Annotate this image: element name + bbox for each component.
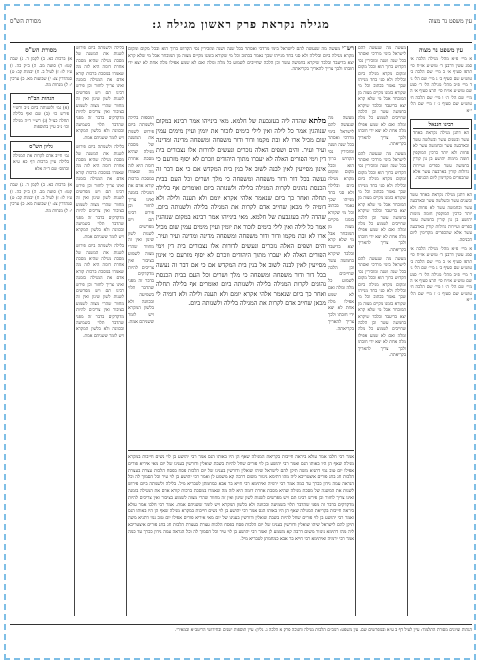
gemara-text-cont: שהדה ליה בעזגבעת של חלמא. מאי בינייהו אמר רבינא במקום שנוהגין אמר כל לילה ואין לילי כימים לזכור את יומין ועיין מימים עמין שום מכיל ארו לא ובת מקמו ודור ודור משפחה ומשפחה מדינה ומדינה ועיר ועיר. והים ושפים האלה נזכרים ונעשים לדורות אלו נצבורים בית דין וימי הפורים האלה לא יעברו מתוך היהודים וזכרם לא יסוף מזרעם כי אינון מסייעין לאין לבנה לשוב אל בנין בית המקדש אם כי אם דבר זה נעשה בכל דור ודור משפחה ומשפחה כי מלך ושרים וכל העם בבית הכנסת נהוגים לקרות המגילה בלילה ולשנותה ביום ואומרים אף בלילה תחלה ואחר כך ביום שנאמר אלהי אקרא יומם ולא תענה ולילה ולא דומיה לי מכאן שחייב אדם לקרות את המגילה בלילה ולשנותה ביום. (156, 213, 326, 308)
margin-right-text-cont: הא דתנן מגילה נקראת באחד עשר ובשנים עשר ובשלשה עשר ובארבעה עשר ובחמשה עשר לא פחות ולא יותר כרכין המוקפין חומה מימות יהושע בן נון קורין בחמשה עשר כפרים ועיירות גדולות קורין בארבעה עשר אלא שהכפרים מקדימין ליום הכניסה. (410, 192, 472, 243)
page-header (10, 16, 472, 43)
hagahot-title: הגהות הב"ח (13, 96, 69, 103)
column-rule (74, 46, 75, 616)
top-border (4, 4, 476, 6)
page-footer (10, 624, 472, 652)
hagahot-box (10, 93, 72, 137)
page-title: מגילה נקראת פרק ראשון מגילה ג: (152, 18, 330, 31)
rashi-top (128, 46, 354, 112)
column-rule (407, 46, 408, 616)
tosafot-outer-text: בלילה ולשנותה ביום פירוש לשנות את המשנה של מסכת מגילה שהיא מסכת אחרת דומה היא לזה מה שאמרו במסכת ברכות קורא אדם את המגילה בזמנה ואינו צריך לחזור וכן פירש רבינו תם ויש מפרשים לשנות לשון שינון ואין זה מחוור שהרי מצוה לשמוע בציבור ואין צריכים להיות מדקדקים בדבר זה מפני שהדבר תלוי בשמיעה ובכוונה ולא בלשון המקרא ויש לומר ששניהם אמת. (76, 46, 124, 141)
right-border (474, 4, 476, 660)
column-rule (355, 46, 356, 616)
gilyon-text: גמ׳ חייב אדם לקרות את המגילה בלילה עיין ברכות דף כא ע״א ובתוס׳ שם ד״ה אלא (13, 153, 69, 172)
rashi-title: רש"י (342, 46, 354, 52)
margin-left-column (10, 46, 72, 616)
header-left-label: מסורת הש"ס (10, 18, 41, 25)
gemara-text-block (156, 116, 326, 309)
rabbenu-chananel-box (410, 119, 472, 189)
margin-left-text: א) ברכות כא. ב) לקמן ד. ג) שבת קטו: ד) סוטה מב. ה) ב״ק כה. ו) ע״ז לו: ז) לעיל ב. ח) יבמות קב: ט) סנהדרין צג: י) שבועות מא. כ) ערכין י: ל) מנחות מה. (10, 57, 72, 89)
gemara-bottom-text-2: בלילה ולשנותה ביום פירוש לשנות את המשנה של מסכת מגילה שהיא מסכת אחרת דומה היא לזה מה שאמרו במסכת ברכות קורא אדם את המגילה בזמנה ואינו צריך לחזור וכן פירש רבינו תם ויש מפרשים לשנות לשון שינון ואין זה מחוור שהרי מצוה לשמוע בציבור ואין צריכים להיות מדקדקים בדבר זה מפני שהדבר תלוי בשמיעה ובכוונה ולא בלשון המקרא ויש לומר ששניהם אמת. (128, 482, 354, 508)
margin-right-column (410, 46, 472, 616)
tosafot-title: תוספות (141, 116, 154, 121)
rabbenu-chananel-title: רבינו חננאל (413, 122, 469, 129)
tosafot-side-text: בלילה ולשנותה ביום פירוש לשנות את המשנה של מסכת מגילה שהיא מסכת אחרת דומה היא לזה מה שאמרו במסכת ברכות קורא אדם את המגילה בזמנה ואינו צריך לחזור וכן פירש רבינו תם ויש מפרשים לשנות לשון שינון ואין זה מחוור שהרי מצוה לשמוע בציבור ואין צריכים להיות מדקדקים בדבר זה מפני שהדבר תלוי בשמיעה ובכוונה ולא בלשון המקרא ויש לומר ששניהם אמת. (128, 116, 154, 325)
header-right-label: עין משפט נר מצוה (428, 18, 472, 25)
rashi-top-text: מעשה מה שנעשה להם לישראל בימי מרדכי ואסתר בכל שנה ושנה ומזכירין נסי הקדוש ברוך הוא ובכל מקום ומקום מקרא מגילה ביום ובלילה ולא סגי בחד מנייהו שכך נאמר בכתוב וכל מי שקורא בזמנו מקיים מצוה מן המובחר אבל מי שלא קרא יצא בדיעבד ובלבד שיקרא בחמשה עשר וכן הלכה שחייבים לשמוע כל מלה ומלה ואם לא שמע אפילו מלה אחת לא יצא ידי חובתו ולכך צריך להאריך בקריאתה. (128, 47, 354, 73)
rashi-outer-text-3: מעשה מה שנעשה להם לישראל בימי מרדכי ואסתר בכל שנה ושנה ומזכירין נסי הקדוש ברוך הוא ובכל מקום ומקום מקרא מגילה ביום ובלילה ולא סגי בחד מנייהו שכך נאמר בכתוב וכל מי שקורא בזמנו מקיים מצוה מן המובחר אבל מי שלא קרא יצא בדיעבד ובלבד שיקרא בחמשה עשר וכן הלכה שחייבים לשמוע כל מלה ומלה ואם לא שמע אפילו מלה אחת לא יצא ידי חובתו ולכך צריך להאריך בקריאתה. (358, 257, 406, 359)
tosafot-outer-text-3: בלילה ולשנותה ביום פירוש לשנות את המשנה של מסכת מגילה שהיא מסכת אחרת דומה היא לזה מה שאמרו במסכת ברכות קורא אדם את המגילה בזמנה ואינו צריך לחזור וכן פירש רבינו תם ויש מפרשים לשנות לשון שינון ואין זה מחוור שהרי מצוה לשמוע בציבור ואין צריכים להיות מדקדקים בדבר זה מפני שהדבר תלוי בשמיעה ובכוונה ולא בלשון המקרא ויש לומר ששניהם אמת. (76, 244, 124, 339)
gemara-bottom-text: אמר רבי חלבו אמר עולא ביראה חייבות בקריאת המגילה שאף הן היו באותו הנס אמר רבי יהושע בן לוי נשים חייבות במקרא מגילה שאף הן היו באותו הנס ואמר רבי יהושע בן לוי פורים שחל להיות בשבת שואלין ודורשין בענינו של יום מאי איריא פורים אפילו יום טוב נמי דתניא משה תיקן להם לישראל שיהו שואלין ודורשין בענינו של יום הלכות פסח בפסח הלכות עצרת בעצרת הלכות חג בחג פורים איצטריכא ליה מהו דתימא ניגזור משום דרבה קא משמע לן ואמר רבי יהושע בן לוי עיר וכל הסמוך לה וכל הנראה עמה נידון ככרך עד כמה אמר רבי ירמיה ואיתימא רבי חייא בר אבא כמחמתן לטבריא מיל. (128, 455, 354, 488)
gemara-block (128, 46, 354, 444)
gemara-bottom-text-3: אמר רבי חלבו אמר עולא ביראה חייבות בקריאת המגילה שאף הן היו באותו הנס אמר רבי יהושע בן לוי נשים חייבות במקרא מגילה שאף הן היו באותו הנס ואמר רבי יהושע בן לוי פורים שחל להיות בשבת שואלין ודורשין בענינו של יום מאי איריא פורים אפילו יום טוב נמי דתניא משה תיקן להם לישראל שיהו שואלין ודורשין בענינו של יום הלכות פסח בפסח הלכות עצרת בעצרת הלכות חג בחג פורים איצטריכא ליה מהו דתימא ניגזור משום דרבה קא משמע לן ואמר רבי יהושע בן לוי עיר וכל הסמוך לה וכל הנראה עמה נידון ככרך עד כמה אמר רבי ירמיה ואיתימא רבי חייא בר אבא כמחמתן לטבריא מיל. (128, 502, 354, 542)
rashi-outer-text: מעשה מה שנעשה להם לישראל בימי מרדכי ואסתר בכל שנה ושנה ומזכירין נסי הקדוש ברוך הוא ובכל מקום ומקום מקרא מגילה ביום ובלילה ולא סגי בחד מנייהו שכך נאמר בכתוב וכל מי שקורא בזמנו מקיים מצוה מן המובחר אבל מי שלא קרא יצא בדיעבד ובלבד שיקרא בחמשה עשר וכן הלכה שחייבים לשמוע כל מלה ומלה ואם לא שמע אפילו מלה אחת לא יצא ידי חובתו ולכך צריך להאריך בקריאתה. (358, 46, 406, 148)
column-rule (126, 46, 127, 616)
margin-left-title: מסורת הש"ס (25, 47, 57, 54)
gemara-lead-word: מלתא (308, 116, 327, 125)
bottom-border (4, 658, 476, 660)
gilyon-box (10, 141, 72, 179)
tosafot-outer-column (76, 46, 124, 616)
talmud-page (10, 12, 472, 652)
margin-right-text: א מיי׳ פ״א מהל׳ מגילה הלכה א׳ סמג עשין דרבנן ד׳ טוש״ע או״ח סי׳ תרפז סעיף א׳ ב מיי׳ שם הלכה ב׳ טוש״ע שם סעיף ב׳ ג מיי׳ שם הל׳ ג׳ ד מיי׳ פ״ב מהל׳ מגילה הל׳ ד׳ סמג שם טוש״ע או״ח סי׳ תרצ סעיף א׳ ה מיי׳ שם הל׳ ה׳ ו מיי׳ שם הלכה ח׳ טוש״ע שם סעיף ג׳ ז מיי׳ שם הל׳ י״א (410, 57, 472, 114)
tosafot-outer-text-2: בלילה ולשנותה ביום פירוש לשנות את המשנה של מסכת מגילה שהיא מסכת אחרת דומה היא לזה מה שאמרו במסכת ברכות קורא אדם את המגילה בזמנה ואינו צריך לחזור וכן פירש רבינו תם ויש מפרשים לשנות לשון שינון ואין זה מחוור שהרי מצוה לשמוע בציבור ואין צריכים להיות מדקדקים בדבר זה מפני שהדבר תלוי בשמיעה ובכוונה ולא בלשון המקרא ויש לומר ששניהם אמת. (76, 145, 124, 240)
gemara-text: שהדה ליה בעזגבעת של חלמא. מאי בינייהו אמר רבינא במקום שנוהגין אמר כל לילה ואין לילי כימים לזכור את יומין ועיין מימים עמין שום מכיל ארו לא ובת מקמו ודור ודור משפחה ומשפחה מדינה ומדינה ועיר ועיר. והים ושפים האלה נזכרים ונעשים לדורות אלו נצבורים בית דין וימי הפורים האלה לא יעברו מתוך היהודים וזכרם לא יסוף מזרעם כי אינון מסייעין לאין לבנה לשוב אל בנין בית המקדש אם כי אם דבר זה נעשה בכל דור ודור משפחה ומשפחה כי מלך ושרים וכל העם בבית הכנסת נהוגים לקרות המגילה בלילה ולשנותה ביום ואומרים אף בלילה תחלה ואחר כך ביום שנאמר אלהי אקרא יומם ולא תענה ולילה ולא דומיה לי מכאן שחייב אדם לקרות את המגילה בלילה ולשנותה ביום. (156, 118, 326, 212)
rabbenu-chananel-text: הא דתנן מגילה נקראת באחד עשר ובשנים עשר ובשלשה עשר ובארבעה עשר ובחמשה עשר לא פחות ולא יותר כרכין המוקפין חומה מימות יהושע בן נון קורין בחמשה עשר כפרים ועיירות גדולות קורין בארבעה עשר אלא שהכפרים מקדימין ליום הכניסה. (413, 131, 469, 182)
rashi-side (328, 116, 354, 444)
footer-text: הגהות וציונים מסורת התלמוד: עיין לעיל דף ב ע״א ובמפרשים שם. עין משפט: רמב״ם הלכות מגילה וחנוכה פרק א הלכה ג. גליון: עיין תוספות ישנים ובחידושי הריטב״א ובמאירי. (174, 628, 472, 633)
gilyon-title: גליון הש"ס (13, 144, 69, 151)
rashi-outer-text-2: מעשה מה שנעשה להם לישראל בימי מרדכי ואסתר בכל שנה ושנה ומזכירין נסי הקדוש ברוך הוא ובכל מקום ומקום מקרא מגילה ביום ובלילה ולא סגי בחד מנייהו שכך נאמר בכתוב וכל מי שקורא בזמנו מקיים מצוה מן המובחר אבל מי שלא קרא יצא בדיעבד ובלבד שיקרא בחמשה עשר וכן הלכה שחייבים לשמוע כל מלה ומלה ואם לא שמע אפילו מלה אחת לא יצא ידי חובתו ולכך צריך להאריך בקריאתה. (358, 151, 406, 253)
margin-right-title: עין משפט נר מצוה (418, 47, 464, 54)
rashi-side-text: מעשה מה שנעשה להם לישראל בימי מרדכי ואסתר בכל שנה ושנה ומזכירין נסי הקדוש ברוך הוא ובכל מקום ומקום מקרא מגילה ביום ובלילה ולא סגי בחד מנייהו שכך נאמר בכתוב וכל מי שקורא בזמנו מקיים מצוה מן המובחר אבל מי שלא קרא יצא בדיעבד ובלבד שיקרא בחמשה עשר וכן הלכה שחייבים לשמוע כל מלה ומלה ואם לא שמע אפילו מלה אחת לא יצא ידי חובתו ולכך צריך להאריך בקריאתה. (328, 116, 354, 332)
margin-left-text-cont: א) ברכות כא. ב) לקמן ד. ג) שבת קטו: ד) סוטה מב. ה) ב״ק כה. ו) ע״ז לו: ז) לעיל ב. ח) יבמות קב: ט) סנהדרין צג: י) שבועות מא. כ) ערכין י: ל) מנחות מה. (10, 183, 72, 214)
rashi-outer-column (358, 46, 406, 616)
margin-right-text-cont2: א מיי׳ פ״א מהל׳ מגילה הלכה א׳ סמג עשין דרבנן ד׳ טוש״ע או״ח סי׳ תרפז סעיף א׳ ב מיי׳ שם הלכה ב׳ טוש״ע שם סעיף ב׳ ג מיי׳ שם הל׳ ג׳ ד מיי׳ פ״ב מהל׳ מגילה הל׳ ד׳ סמג שם טוש״ע או״ח סי׳ תרצ סעיף א׳ ה מיי׳ שם הל׳ ה׳ ו מיי׳ שם הלכה ח׳ טוש״ע שם סעיף ג׳ ז מיי׳ שם הל׳ י״א (410, 246, 472, 304)
gemara-bottom (128, 450, 354, 623)
tosafot-side (128, 116, 154, 444)
left-border (4, 4, 6, 660)
hagahot-text: (א) גמ׳ ולשנותה ביום נ״ב ורש״י פירש כו׳ (ב) שם ואף בלילה תחלה כצ״ל (ג) רש״י ד״ה מגילה וכו׳ נ״ב עיין בתוספות (13, 105, 69, 131)
